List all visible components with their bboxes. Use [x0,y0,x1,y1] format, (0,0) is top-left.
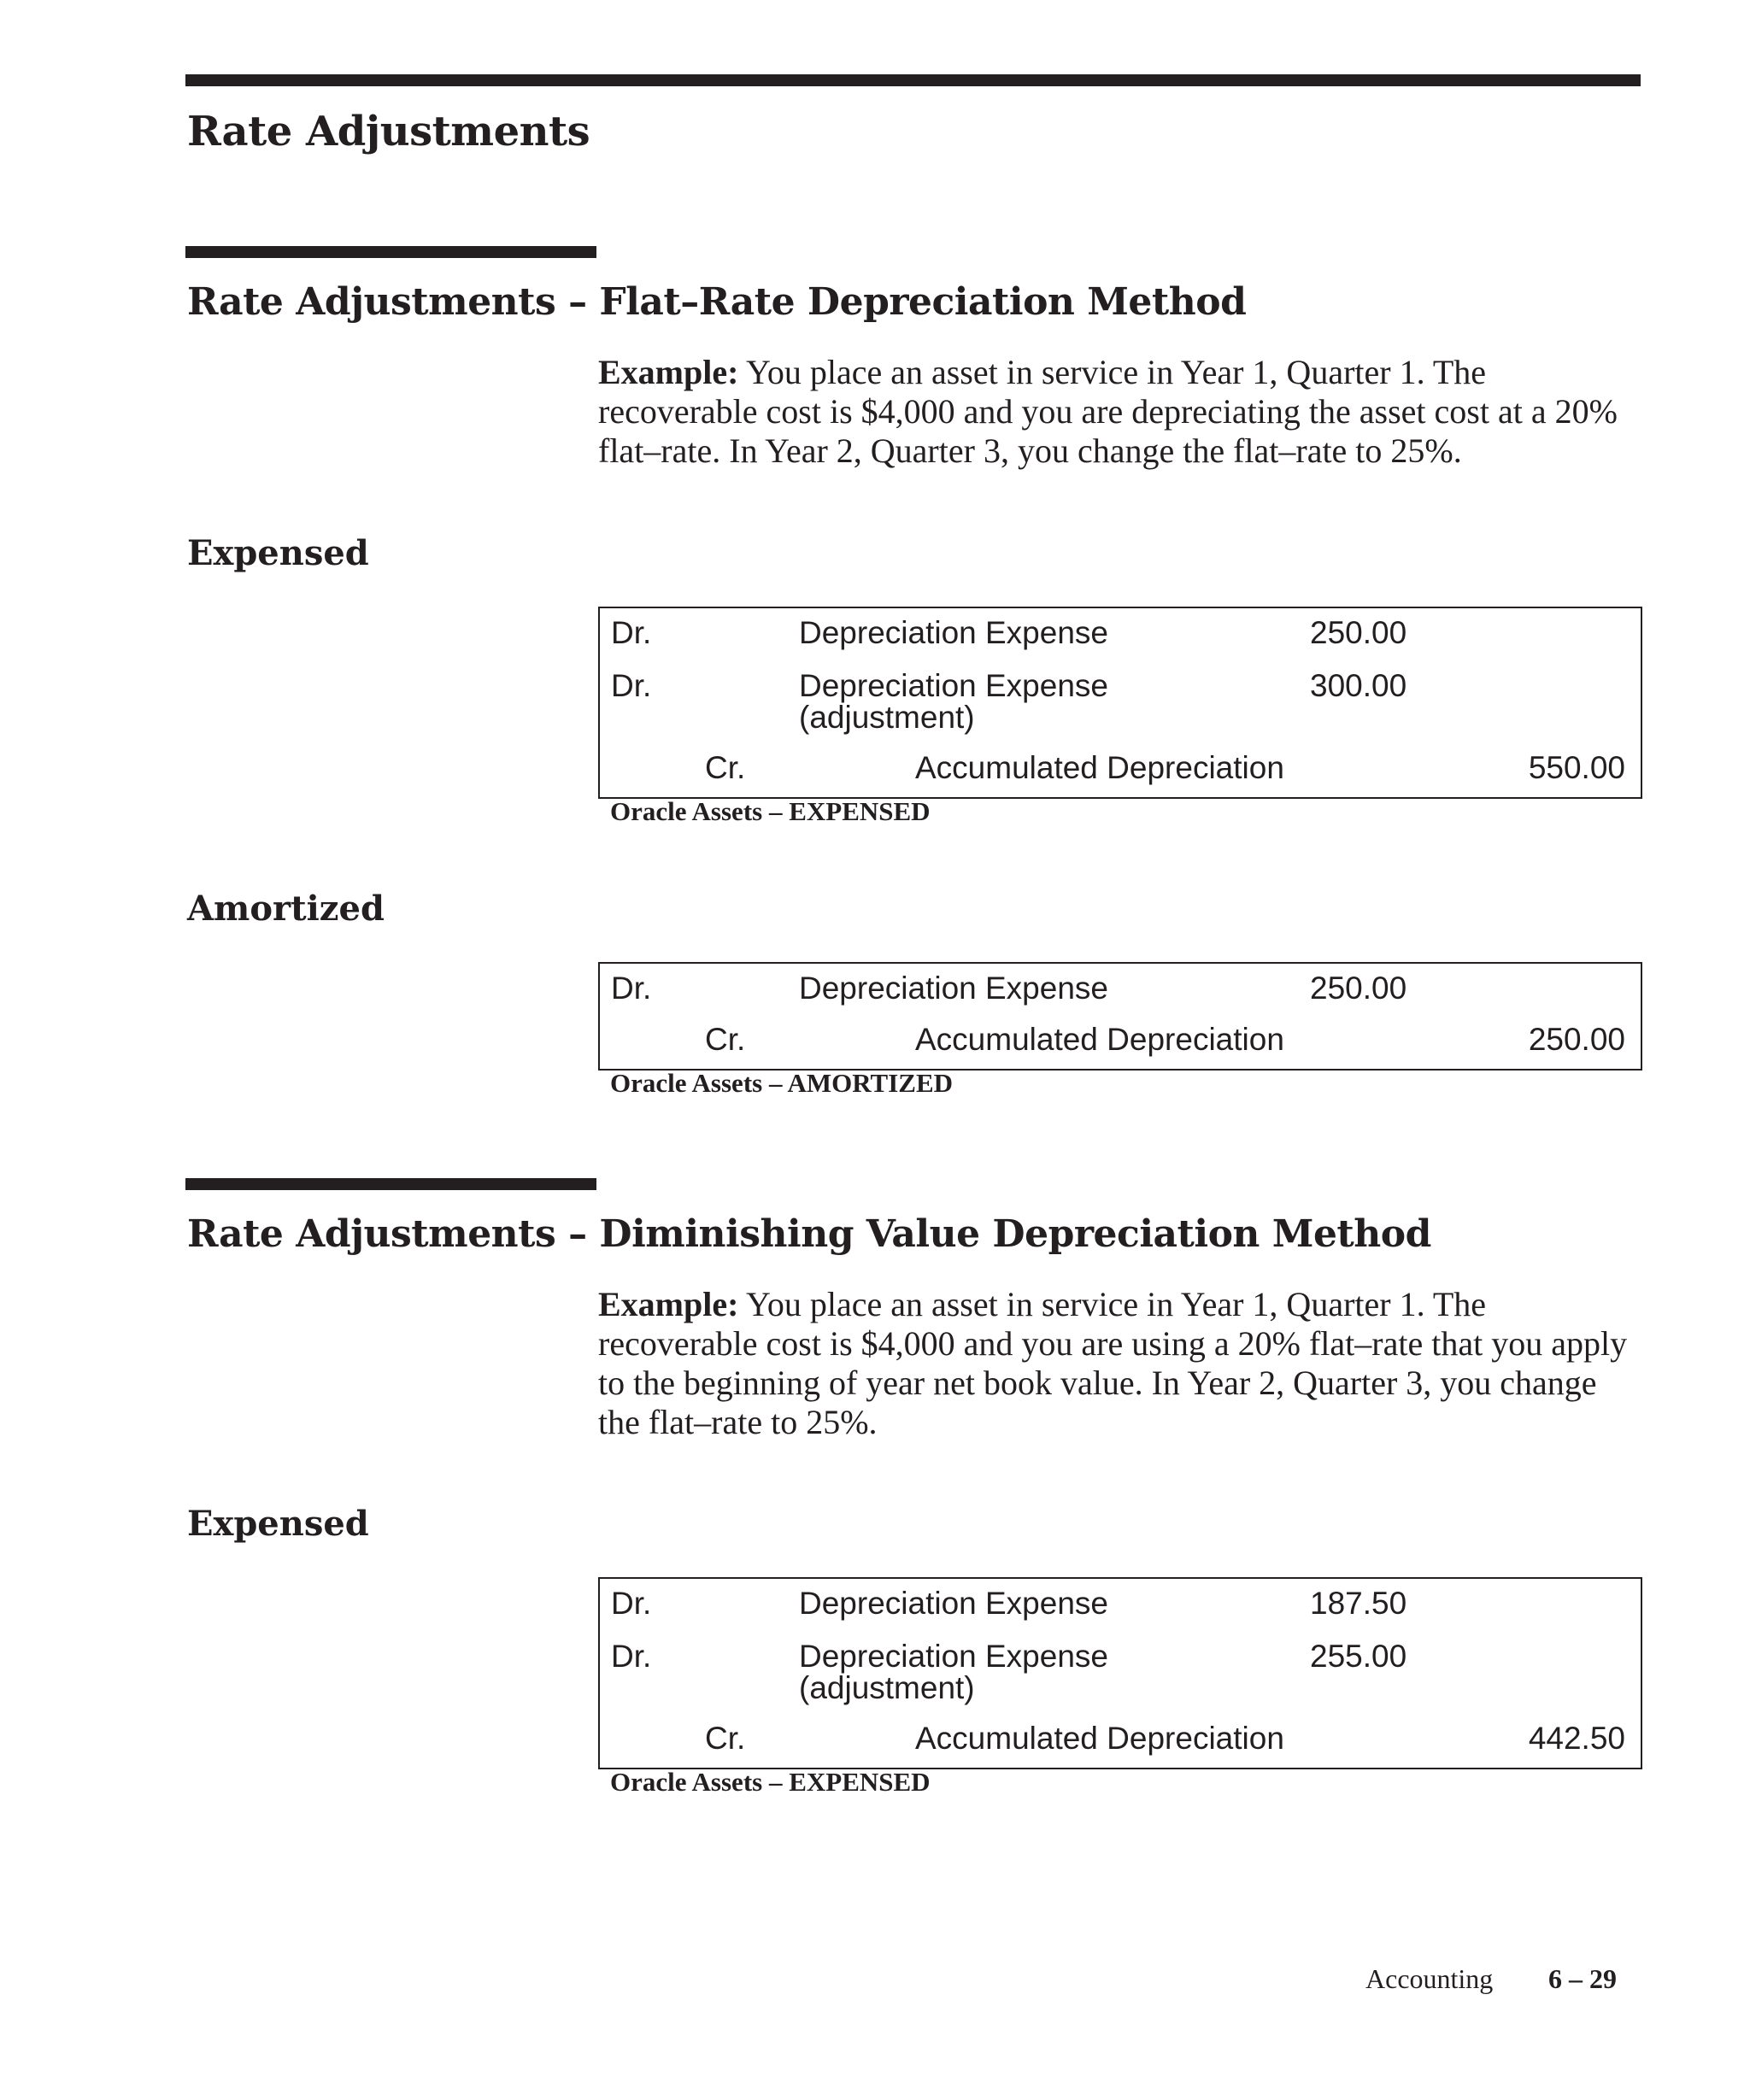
top-rule [185,74,1641,86]
entry-side: Dr. [611,1639,652,1674]
section-heading-flat-rate: Rate Adjustments – Flat–Rate Depreciation Method [187,280,1247,324]
entry-account: Depreciation Expense [799,615,1108,650]
section-rule-diminishing [185,1178,596,1190]
entry-side: Dr. [611,668,652,703]
entry-debit: 300.00 [1310,668,1407,703]
page-title: Rate Adjustments [187,108,590,155]
example-text: You place an asset in service in Year 1, Quarter 1. The recoverable cost is $4,000 and you are depreciating the asset cost at a 20% flat–rate. In Year 2, Quarter 3, you change the flat–rate to 25%. [598,353,1618,470]
entry-account: Depreciation Expense [799,971,1108,1006]
entry-account: Depreciation Expense [799,668,1108,703]
entry-account: Accumulated Depreciation [915,1721,1284,1756]
entry-debit: 250.00 [1310,615,1407,650]
entry-side: Dr. [611,971,652,1006]
entry-debit: 187.50 [1310,1586,1407,1621]
journal-entry-box-amortized-flat-rate [598,962,1642,1071]
entry-account-note: (adjustment) [799,1670,975,1705]
example-label: Example: [598,1285,739,1323]
example-text: You place an asset in service in Year 1, Quarter 1. The recoverable cost is $4,000 and you are using a 20% flat–rate that you apply to the beginning of year net book value. In Year 2, Quarter 3, you change the flat–rate to 25%. [598,1285,1628,1441]
entry-credit: 250.00 [1528,1022,1625,1057]
entry-account: Depreciation Expense [799,1639,1108,1674]
subheading-expensed-diminishing: Expensed [187,1504,369,1544]
example-paragraph-diminishing [598,1285,1641,1442]
section-heading-diminishing: Rate Adjustments – Diminishing Value Depreciation Method [187,1212,1431,1256]
entry-side: Dr. [611,615,652,650]
example-paragraph-flat-rate [598,353,1641,471]
section-rule-flat-rate [185,246,596,258]
entry-side: Dr. [611,1586,652,1621]
entry-debit: 255.00 [1310,1639,1407,1674]
example-label: Example: [598,353,739,391]
entry-credit: 550.00 [1528,750,1625,785]
caption-expensed-diminishing: Oracle Assets – EXPENSED [610,1767,931,1797]
entry-debit: 250.00 [1310,971,1407,1006]
journal-entry-box-expensed-flat-rate [598,607,1642,799]
footer-page-number: 6 – 29 [1548,1963,1617,1994]
subheading-expensed-flat-rate: Expensed [187,533,369,573]
entry-side: Cr. [705,750,746,785]
journal-entry-box-expensed-diminishing [598,1577,1642,1769]
entry-account: Accumulated Depreciation [915,750,1284,785]
entry-side: Cr. [705,1022,746,1057]
caption-amortized-flat-rate: Oracle Assets – AMORTIZED [610,1068,954,1098]
entry-account: Accumulated Depreciation [915,1022,1284,1057]
caption-expensed-flat-rate: Oracle Assets – EXPENSED [610,796,931,826]
entry-credit: 442.50 [1528,1721,1625,1756]
footer-section-name: Accounting [1365,1963,1494,1994]
subheading-amortized-flat-rate: Amortized [187,889,385,929]
entry-side: Cr. [705,1721,746,1756]
entry-account-note: (adjustment) [799,700,975,735]
entry-account: Depreciation Expense [799,1586,1108,1621]
